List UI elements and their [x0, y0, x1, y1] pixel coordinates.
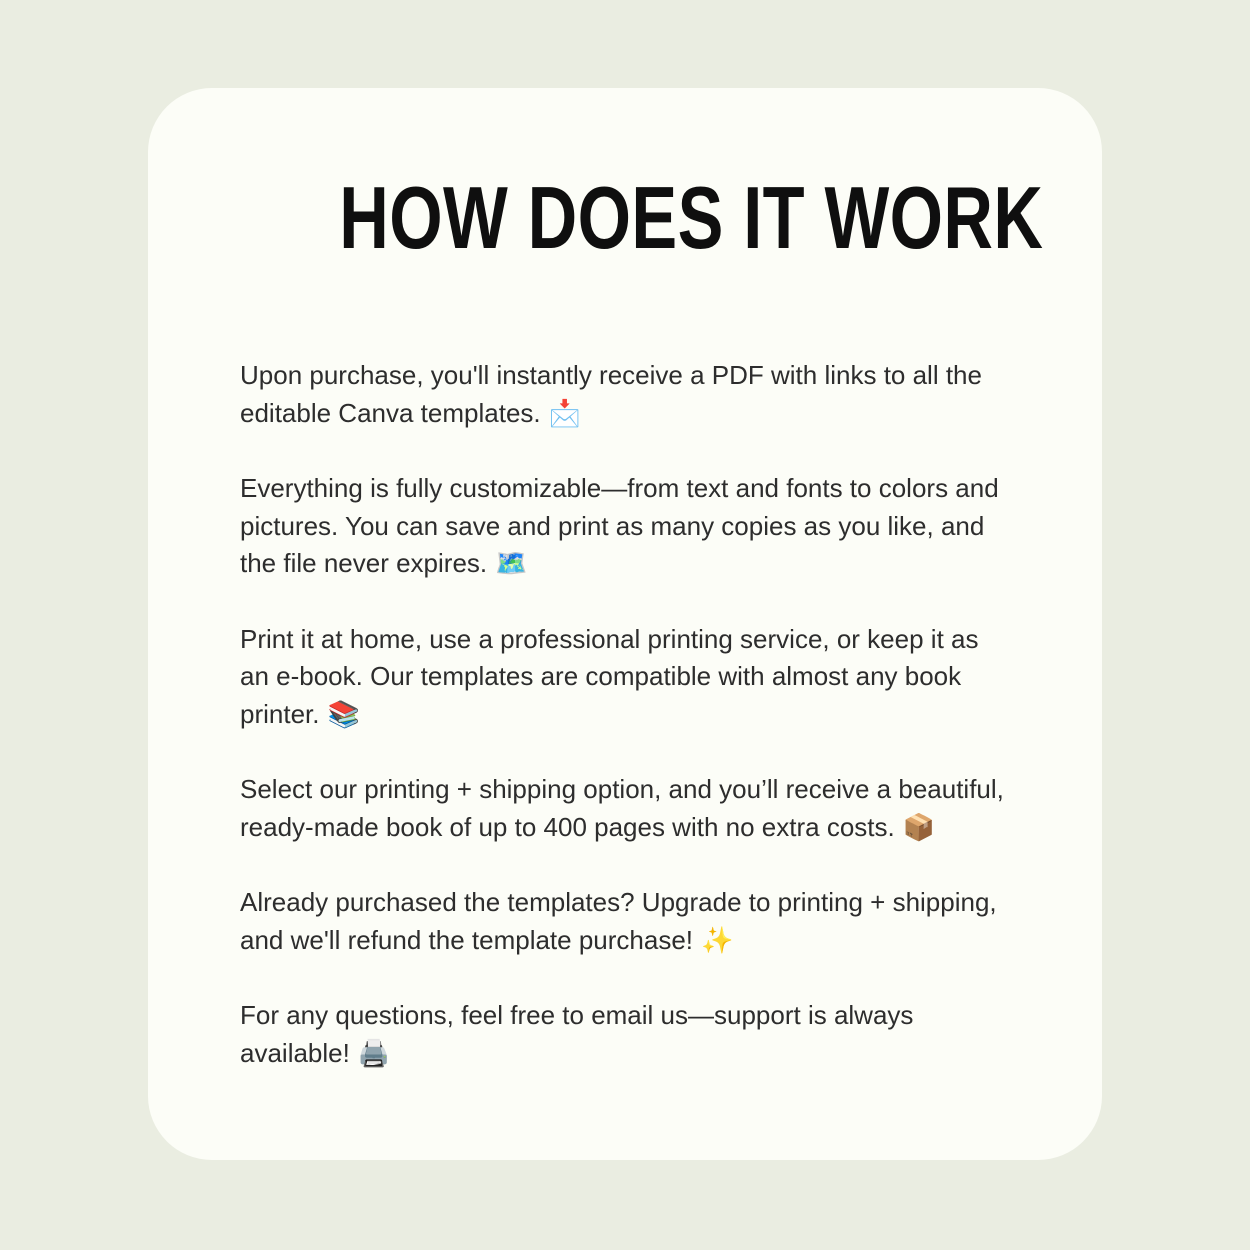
page-title-wrap [240, 108, 1044, 327]
paragraph-text: Select our printing + shipping option, and you’ll receive a beautiful, ready-made book of up to 400 pages with no extra costs. [240, 774, 1004, 842]
world-map-emoji: 🗺️ [495, 549, 528, 580]
sparkles-emoji: ✨ [701, 925, 734, 956]
paragraph-text: Upon purchase, you'll instantly receive a PDF with links to all the editable Canva templates. [240, 360, 982, 428]
paragraph-support [240, 997, 1010, 1073]
incoming-envelope-emoji: 📩 [548, 398, 581, 429]
paragraph-text: Already purchased the templates? Upgrade to printing + shipping, and we'll refund the template purchase! [240, 887, 997, 955]
info-card [148, 88, 1102, 1160]
paragraph-text: Everything is fully customizable—from text and fonts to colors and pictures. You can save and print as many copies as you like, and the file never expires. [240, 473, 999, 579]
paragraph-upgrade-refund [240, 884, 1010, 960]
package-emoji: 📦 [902, 812, 936, 843]
paragraph-printing-shipping [240, 771, 1010, 847]
paragraph-purchase-pdf [240, 357, 1010, 433]
books-emoji: 📚 [327, 699, 360, 730]
paragraph-text: Print it at home, use a professional printing service, or keep it as an e-book. Our templates are compatible with almost any book printer. [240, 623, 979, 729]
page-title: HOW DOES IT WORK [339, 167, 1044, 267]
printer-emoji: 🖨️ [357, 1038, 391, 1069]
paragraph-print-options [240, 621, 1010, 735]
paragraph-text: For any questions, feel free to email us—support is always available! [240, 1000, 914, 1068]
paragraph-customizable [240, 470, 1010, 584]
